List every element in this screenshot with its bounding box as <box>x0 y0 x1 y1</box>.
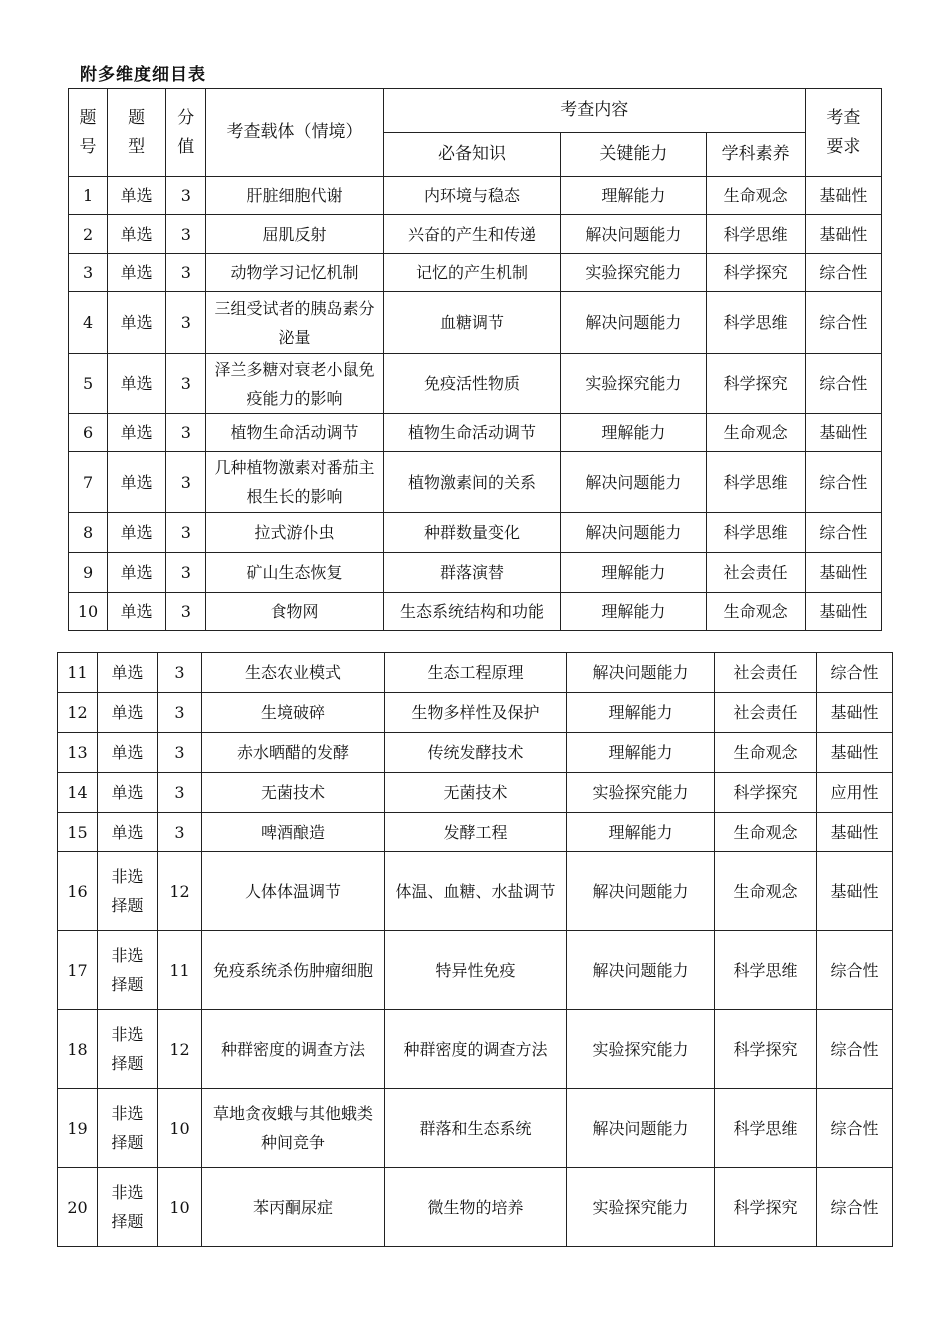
cell-question-num: 6 <box>69 414 108 452</box>
cell-carrier: 动物学习记忆机制 <box>206 254 383 292</box>
cell-question-type: 单选 <box>108 414 166 452</box>
cell-literacy: 科学思维 <box>706 452 805 513</box>
cell-requirement: 综合性 <box>817 1010 893 1089</box>
cell-ability: 实验探究能力 <box>561 354 706 414</box>
cell-question-type: 单选 <box>108 452 166 513</box>
cell-requirement: 综合性 <box>805 292 881 354</box>
cell-question-type: 非选择题 <box>98 1168 158 1247</box>
cell-carrier: 人体体温调节 <box>202 852 385 931</box>
cell-knowledge: 种群密度的调查方法 <box>385 1010 567 1089</box>
cell-knowledge: 发酵工程 <box>385 813 567 852</box>
cell-question-num: 17 <box>58 931 98 1010</box>
cell-score: 10 <box>158 1089 202 1168</box>
cell-question-type: 单选 <box>108 177 166 215</box>
cell-requirement: 综合性 <box>817 653 893 693</box>
cell-ability: 实验探究能力 <box>567 773 715 813</box>
cell-question-num: 12 <box>58 693 98 733</box>
cell-question-type: 单选 <box>98 733 158 773</box>
cell-literacy: 生命观念 <box>706 414 805 452</box>
header-carrier: 考查载体（情境） <box>206 89 383 177</box>
cell-ability: 理解能力 <box>567 813 715 852</box>
cell-ability: 实验探究能力 <box>567 1168 715 1247</box>
cell-score: 3 <box>158 733 202 773</box>
cell-question-type: 非选择题 <box>98 1010 158 1089</box>
cell-ability: 理解能力 <box>561 553 706 593</box>
cell-ability: 实验探究能力 <box>561 254 706 292</box>
cell-carrier: 泽兰多糖对衰老小鼠免疫能力的影响 <box>206 354 383 414</box>
cell-question-type: 单选 <box>108 553 166 593</box>
table-row <box>69 414 882 452</box>
cell-question-type: 单选 <box>98 773 158 813</box>
cell-knowledge: 植物生命活动调节 <box>383 414 560 452</box>
cell-question-num: 13 <box>58 733 98 773</box>
cell-question-type: 非选择题 <box>98 1089 158 1168</box>
cell-question-num: 10 <box>69 593 108 631</box>
cell-question-num: 16 <box>58 852 98 931</box>
cell-literacy: 社会责任 <box>715 653 817 693</box>
cell-requirement: 基础性 <box>805 593 881 631</box>
spec-table-part2 <box>57 652 893 1247</box>
cell-requirement: 综合性 <box>805 354 881 414</box>
cell-literacy: 科学思维 <box>706 215 805 254</box>
cell-knowledge: 记忆的产生机制 <box>383 254 560 292</box>
cell-question-num: 2 <box>69 215 108 254</box>
table-row <box>58 693 893 733</box>
cell-carrier: 生态农业模式 <box>202 653 385 693</box>
cell-requirement: 基础性 <box>817 852 893 931</box>
cell-score: 3 <box>166 513 206 553</box>
cell-knowledge: 内环境与稳态 <box>383 177 560 215</box>
cell-knowledge: 生态系统结构和功能 <box>383 593 560 631</box>
cell-ability: 解决问题能力 <box>567 653 715 693</box>
cell-score: 12 <box>158 852 202 931</box>
cell-score: 3 <box>158 773 202 813</box>
cell-question-type: 单选 <box>108 513 166 553</box>
cell-question-type: 非选择题 <box>98 852 158 931</box>
cell-requirement: 基础性 <box>805 414 881 452</box>
table-body-part1 <box>69 89 882 631</box>
table-row <box>69 593 882 631</box>
cell-question-num: 7 <box>69 452 108 513</box>
cell-ability: 解决问题能力 <box>567 852 715 931</box>
cell-ability: 理解能力 <box>561 414 706 452</box>
cell-question-num: 9 <box>69 553 108 593</box>
table-row <box>69 452 882 513</box>
cell-requirement: 应用性 <box>817 773 893 813</box>
cell-ability: 解决问题能力 <box>567 1089 715 1168</box>
cell-requirement: 综合性 <box>817 1089 893 1168</box>
cell-score: 12 <box>158 1010 202 1089</box>
cell-score: 3 <box>158 813 202 852</box>
cell-question-num: 11 <box>58 653 98 693</box>
cell-question-num: 14 <box>58 773 98 813</box>
cell-literacy: 科学探究 <box>715 1168 817 1247</box>
cell-carrier: 食物网 <box>206 593 383 631</box>
table-row <box>58 1010 893 1089</box>
table-row <box>58 773 893 813</box>
table-row <box>69 215 882 254</box>
header-requirement: 考查要求 <box>805 89 881 177</box>
cell-score: 3 <box>166 553 206 593</box>
cell-knowledge: 植物激素间的关系 <box>383 452 560 513</box>
cell-requirement: 基础性 <box>805 177 881 215</box>
cell-ability: 解决问题能力 <box>561 452 706 513</box>
cell-ability: 理解能力 <box>567 733 715 773</box>
cell-question-type: 单选 <box>98 813 158 852</box>
cell-score: 3 <box>166 215 206 254</box>
table-row <box>58 733 893 773</box>
cell-knowledge: 生态工程原理 <box>385 653 567 693</box>
cell-carrier: 植物生命活动调节 <box>206 414 383 452</box>
cell-question-num: 18 <box>58 1010 98 1089</box>
cell-score: 3 <box>166 177 206 215</box>
header-score: 分值 <box>166 89 206 177</box>
cell-requirement: 基础性 <box>817 693 893 733</box>
cell-literacy: 生命观念 <box>715 733 817 773</box>
cell-carrier: 赤水晒醋的发酵 <box>202 733 385 773</box>
cell-score: 3 <box>166 593 206 631</box>
table-row <box>58 1168 893 1247</box>
cell-knowledge: 传统发酵技术 <box>385 733 567 773</box>
cell-question-num: 1 <box>69 177 108 215</box>
page-title: 附多维度细目表 <box>80 65 206 85</box>
cell-carrier: 肝脏细胞代谢 <box>206 177 383 215</box>
cell-carrier: 矿山生态恢复 <box>206 553 383 593</box>
cell-question-type: 单选 <box>108 292 166 354</box>
cell-ability: 理解能力 <box>561 593 706 631</box>
table-row <box>69 553 882 593</box>
cell-requirement: 基础性 <box>817 733 893 773</box>
cell-question-type: 单选 <box>108 354 166 414</box>
cell-score: 3 <box>166 354 206 414</box>
cell-literacy: 生命观念 <box>715 852 817 931</box>
cell-literacy: 社会责任 <box>706 553 805 593</box>
header-type: 题型 <box>108 89 166 177</box>
cell-requirement: 基础性 <box>817 813 893 852</box>
cell-literacy: 科学思维 <box>715 1089 817 1168</box>
cell-literacy: 科学探究 <box>706 354 805 414</box>
cell-question-type: 单选 <box>108 215 166 254</box>
table-row <box>58 653 893 693</box>
cell-score: 3 <box>158 693 202 733</box>
table-row <box>69 354 882 414</box>
table-row <box>69 292 882 354</box>
header-content: 考查内容 <box>383 89 805 133</box>
cell-question-num: 8 <box>69 513 108 553</box>
table-row <box>58 813 893 852</box>
header-knowledge: 必备知识 <box>383 133 560 177</box>
cell-carrier: 苯丙酮尿症 <box>202 1168 385 1247</box>
cell-ability: 理解能力 <box>567 693 715 733</box>
cell-literacy: 科学思维 <box>706 513 805 553</box>
cell-score: 11 <box>158 931 202 1010</box>
cell-ability: 解决问题能力 <box>561 215 706 254</box>
cell-requirement: 综合性 <box>805 513 881 553</box>
table-row <box>69 513 882 553</box>
cell-question-type: 单选 <box>98 693 158 733</box>
cell-question-num: 15 <box>58 813 98 852</box>
cell-question-num: 19 <box>58 1089 98 1168</box>
cell-knowledge: 血糖调节 <box>383 292 560 354</box>
cell-ability: 解决问题能力 <box>561 292 706 354</box>
cell-question-num: 20 <box>58 1168 98 1247</box>
cell-requirement: 基础性 <box>805 215 881 254</box>
cell-score: 3 <box>158 653 202 693</box>
cell-requirement: 综合性 <box>805 452 881 513</box>
cell-literacy: 科学思维 <box>715 931 817 1010</box>
cell-carrier: 几种植物激素对番茄主根生长的影响 <box>206 452 383 513</box>
cell-knowledge: 特异性免疫 <box>385 931 567 1010</box>
table-row <box>69 254 882 292</box>
cell-requirement: 综合性 <box>817 1168 893 1247</box>
cell-requirement: 综合性 <box>805 254 881 292</box>
cell-carrier: 免疫系统杀伤肿瘤细胞 <box>202 931 385 1010</box>
cell-knowledge: 微生物的培养 <box>385 1168 567 1247</box>
cell-knowledge: 生物多样性及保护 <box>385 693 567 733</box>
cell-literacy: 科学探究 <box>715 1010 817 1089</box>
cell-carrier: 啤酒酿造 <box>202 813 385 852</box>
cell-score: 3 <box>166 452 206 513</box>
cell-literacy: 科学思维 <box>706 292 805 354</box>
header-num: 题号 <box>69 89 108 177</box>
cell-question-type: 非选择题 <box>98 931 158 1010</box>
table-row <box>58 931 893 1010</box>
cell-literacy: 科学探究 <box>715 773 817 813</box>
header-literacy: 学科素养 <box>706 133 805 177</box>
cell-ability: 实验探究能力 <box>567 1010 715 1089</box>
cell-question-num: 4 <box>69 292 108 354</box>
cell-literacy: 社会责任 <box>715 693 817 733</box>
cell-question-type: 单选 <box>98 653 158 693</box>
cell-requirement: 综合性 <box>817 931 893 1010</box>
header-ability: 关键能力 <box>561 133 706 177</box>
cell-carrier: 种群密度的调查方法 <box>202 1010 385 1089</box>
table-row <box>58 852 893 931</box>
cell-literacy: 生命观念 <box>706 593 805 631</box>
cell-carrier: 生境破碎 <box>202 693 385 733</box>
cell-requirement: 基础性 <box>805 553 881 593</box>
cell-knowledge: 种群数量变化 <box>383 513 560 553</box>
cell-literacy: 生命观念 <box>706 177 805 215</box>
cell-ability: 解决问题能力 <box>567 931 715 1010</box>
cell-score: 3 <box>166 292 206 354</box>
cell-carrier: 无菌技术 <box>202 773 385 813</box>
table-row <box>58 1089 893 1168</box>
table-body-part2 <box>58 653 893 1247</box>
table-row <box>69 177 882 215</box>
cell-score: 10 <box>158 1168 202 1247</box>
cell-knowledge: 群落和生态系统 <box>385 1089 567 1168</box>
cell-knowledge: 兴奋的产生和传递 <box>383 215 560 254</box>
cell-carrier: 屈肌反射 <box>206 215 383 254</box>
cell-knowledge: 免疫活性物质 <box>383 354 560 414</box>
cell-carrier: 草地贪夜蛾与其他蛾类种间竞争 <box>202 1089 385 1168</box>
cell-knowledge: 群落演替 <box>383 553 560 593</box>
cell-carrier: 拉式游仆虫 <box>206 513 383 553</box>
cell-literacy: 科学探究 <box>706 254 805 292</box>
cell-literacy: 生命观念 <box>715 813 817 852</box>
cell-score: 3 <box>166 414 206 452</box>
cell-question-num: 5 <box>69 354 108 414</box>
cell-question-type: 单选 <box>108 593 166 631</box>
cell-ability: 解决问题能力 <box>561 513 706 553</box>
cell-knowledge: 无菌技术 <box>385 773 567 813</box>
spec-table-part1 <box>68 88 882 631</box>
cell-question-type: 单选 <box>108 254 166 292</box>
cell-question-num: 3 <box>69 254 108 292</box>
cell-score: 3 <box>166 254 206 292</box>
cell-carrier: 三组受试者的胰岛素分泌量 <box>206 292 383 354</box>
cell-ability: 理解能力 <box>561 177 706 215</box>
cell-knowledge: 体温、血糖、水盐调节 <box>385 852 567 931</box>
